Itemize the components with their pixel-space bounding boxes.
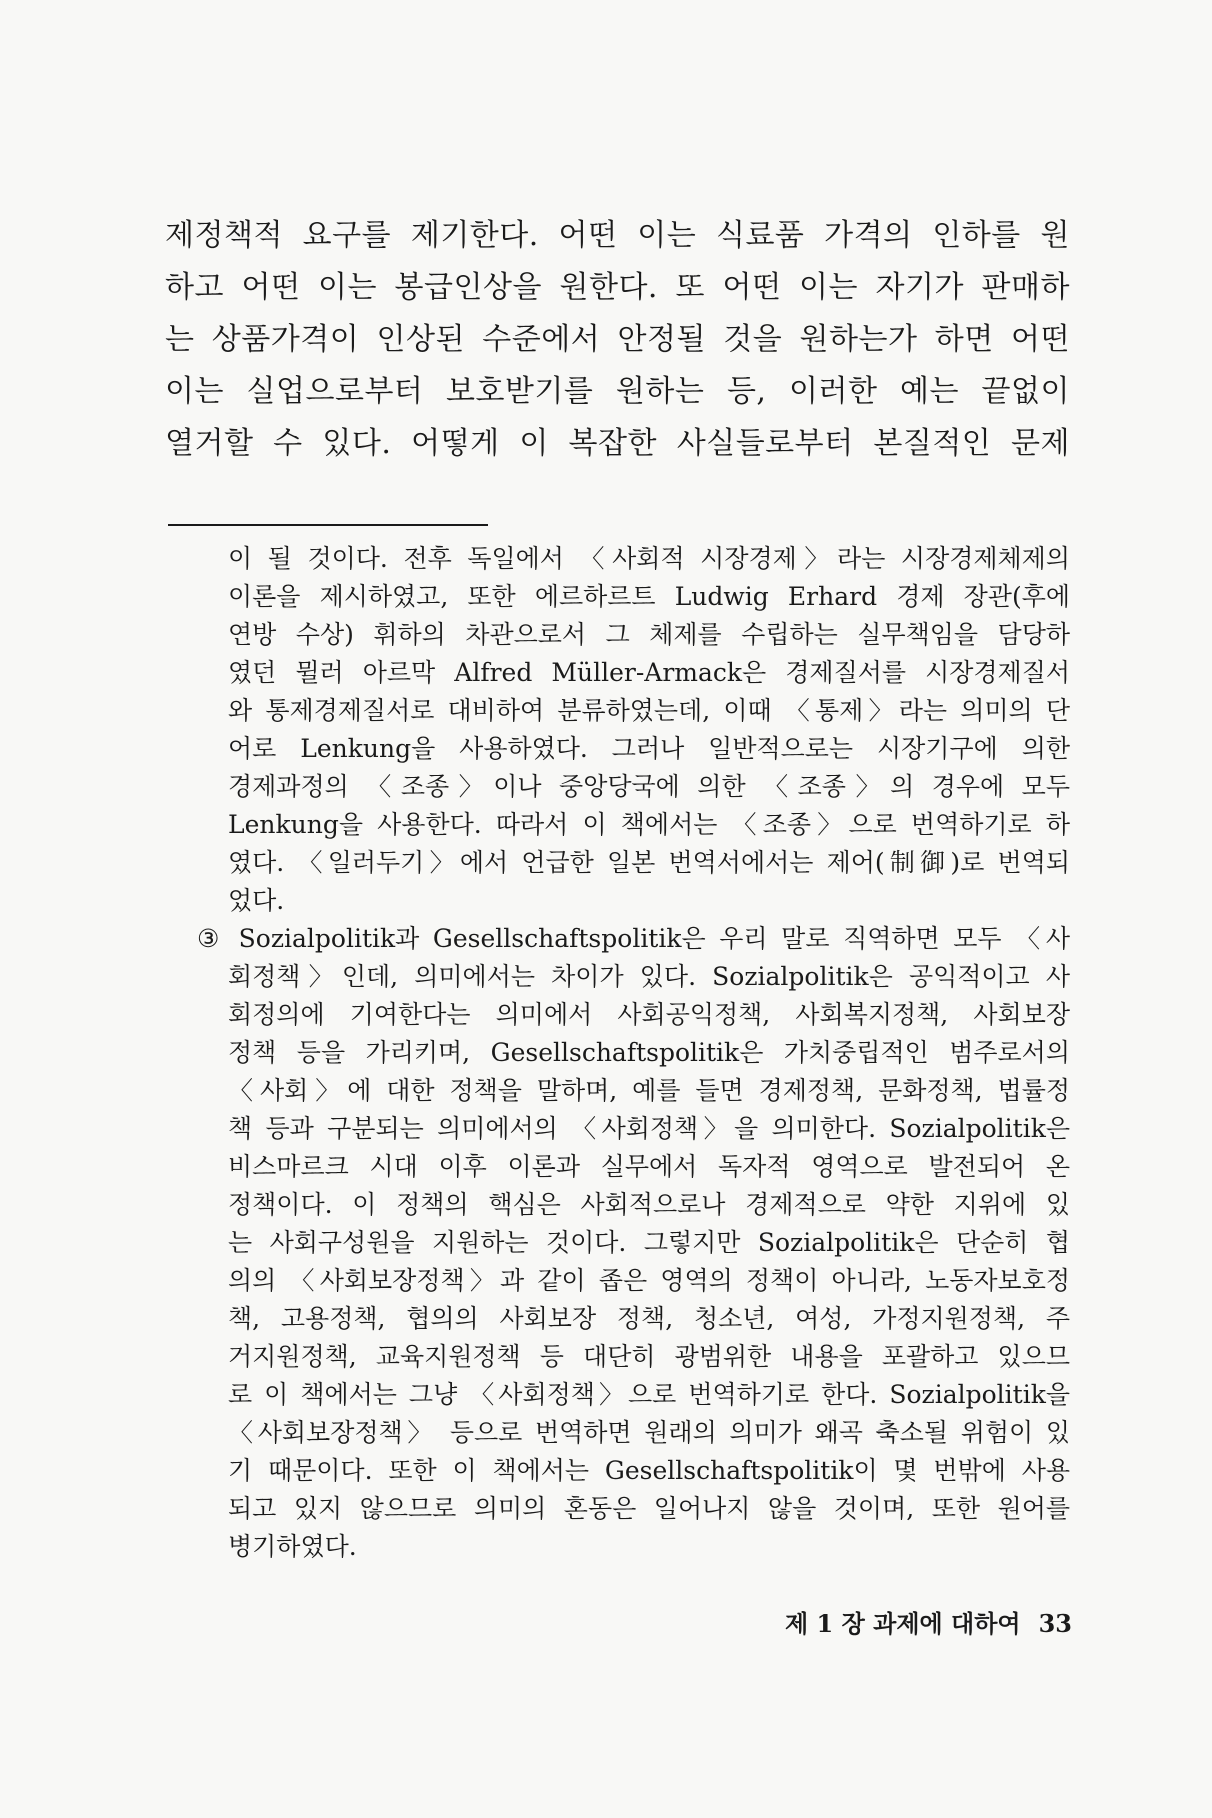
- main-text-line: 열거할 수 있다. 어떻게 이 복잡한 사실들로부터 본질적인 문제: [165, 426, 1070, 461]
- main-text-line: 하고 어떤 이는 봉급인상을 원한다. 또 어떤 이는 자기가 판매하: [165, 270, 1070, 305]
- footnote-line: 이론을 제시하였고, 또한 에르하르트 Ludwig Erhard 경제 장관(후에: [228, 582, 1070, 611]
- main-text-block: [165, 210, 1070, 470]
- footnote-line: 기 때문이다. 또한 이 책에서는 Gesellschaftspolitik이 몇 번밖에 사용: [228, 1456, 1070, 1485]
- footnote-line: 거지원정책, 교육지원정책 등 대단히 광범위한 내용을 포괄하고 있으므: [228, 1342, 1070, 1371]
- footnotes-block: [165, 540, 1070, 1566]
- footnote-line: 책 등과 구분되는 의미에서의 〈사회정책〉을 의미한다. Sozialpolitik은: [228, 1114, 1070, 1143]
- footnote-line: 〈사회보장정책〉 등으로 번역하면 원래의 의미가 왜곡 축소될 위험이 있: [228, 1418, 1070, 1447]
- footnote-line: 와 통제경제질서로 대비하여 분류하였는데, 이때 〈통제〉라는 의미의 단: [228, 696, 1070, 725]
- page-number: 33: [1038, 1609, 1072, 1638]
- footnote-line: 회정책〉인데, 의미에서는 차이가 있다. Sozialpolitik은 공익적이고 사: [228, 962, 1070, 991]
- footnote-line: 이 될 것이다. 전후 독일에서 〈사회적 시장경제〉라는 시장경제체제의: [228, 544, 1070, 573]
- footnote-line: 비스마르크 시대 이후 이론과 실무에서 독자적 영역으로 발전되어 온: [228, 1152, 1070, 1181]
- page-footer: [785, 1608, 1072, 1640]
- footnote-line: 의의 〈사회보장정책〉과 같이 좁은 영역의 정책이 아니라, 노동자보호정: [228, 1266, 1070, 1295]
- chapter-title: 제 1 장 과제에 대하여: [785, 1609, 1021, 1638]
- footnote-line: 어로 Lenkung을 사용하였다. 그러나 일반적으로는 시장기구에 의한: [228, 734, 1070, 763]
- main-text-line: 제정책적 요구를 제기한다. 어떤 이는 식료품 가격의 인하를 원: [165, 218, 1070, 253]
- footnote-line: 경제과정의 〈조종〉이나 중앙당국에 의한 〈조종〉의 경우에 모두: [228, 772, 1070, 801]
- footnote-line: 였다. 〈일러두기〉에서 언급한 일본 번역서에서는 제어(制御)로 번역되: [228, 848, 1070, 877]
- footnote-line: 연방 수상) 휘하의 차관으로서 그 체제를 수립하는 실무책임을 담당하: [228, 620, 1070, 649]
- footnote-line: 었다.: [228, 886, 285, 915]
- footnote-line: 정책 등을 가리키며, Gesellschaftspolitik은 가치중립적인 범주로서의: [228, 1038, 1070, 1067]
- footnote-line: 정책이다. 이 정책의 핵심은 사회적으로나 경제적으로 약한 지위에 있: [228, 1190, 1070, 1219]
- main-text-line: 는 상품가격이 인상된 수준에서 안정될 것을 원하는가 하면 어떤: [165, 322, 1070, 357]
- footnote-line: 는 사회구성원을 지원하는 것이다. 그렇지만 Sozialpolitik은 단순히 협: [228, 1228, 1070, 1257]
- footnote-line: 〈사회〉에 대한 정책을 말하며, 예를 들면 경제정책, 문화정책, 법률정: [228, 1076, 1070, 1105]
- footnote-line: 였던 뮐러 아르막 Alfred Müller-Armack은 경제질서를 시장경제질서: [228, 658, 1070, 687]
- footnote-divider: [168, 524, 488, 526]
- footnote-line: 로 이 책에서는 그냥 〈사회정책〉으로 번역하기로 한다. Sozialpolitik을: [228, 1380, 1070, 1409]
- footnote-line: Lenkung을 사용한다. 따라서 이 책에서는 〈조종〉으로 번역하기로 하: [228, 810, 1070, 839]
- footnote-line: 병기하였다.: [228, 1532, 357, 1561]
- footnote-3-start: ③ Sozialpolitik과 Gesellschaftspolitik은 우리 말로 직역하면 모두 〈사: [197, 924, 1070, 953]
- footnote-line: 되고 있지 않으므로 의미의 혼동은 일어나지 않을 것이며, 또한 원어를: [228, 1494, 1070, 1523]
- footnote-line: 책, 고용정책, 협의의 사회보장 정책, 청소년, 여성, 가정지원정책, 주: [228, 1304, 1070, 1333]
- main-text-line: 이는 실업으로부터 보호받기를 원하는 등, 이러한 예는 끝없이: [165, 374, 1070, 409]
- footnote-line: 회정의에 기여한다는 의미에서 사회공익정책, 사회복지정책, 사회보장: [228, 1000, 1070, 1029]
